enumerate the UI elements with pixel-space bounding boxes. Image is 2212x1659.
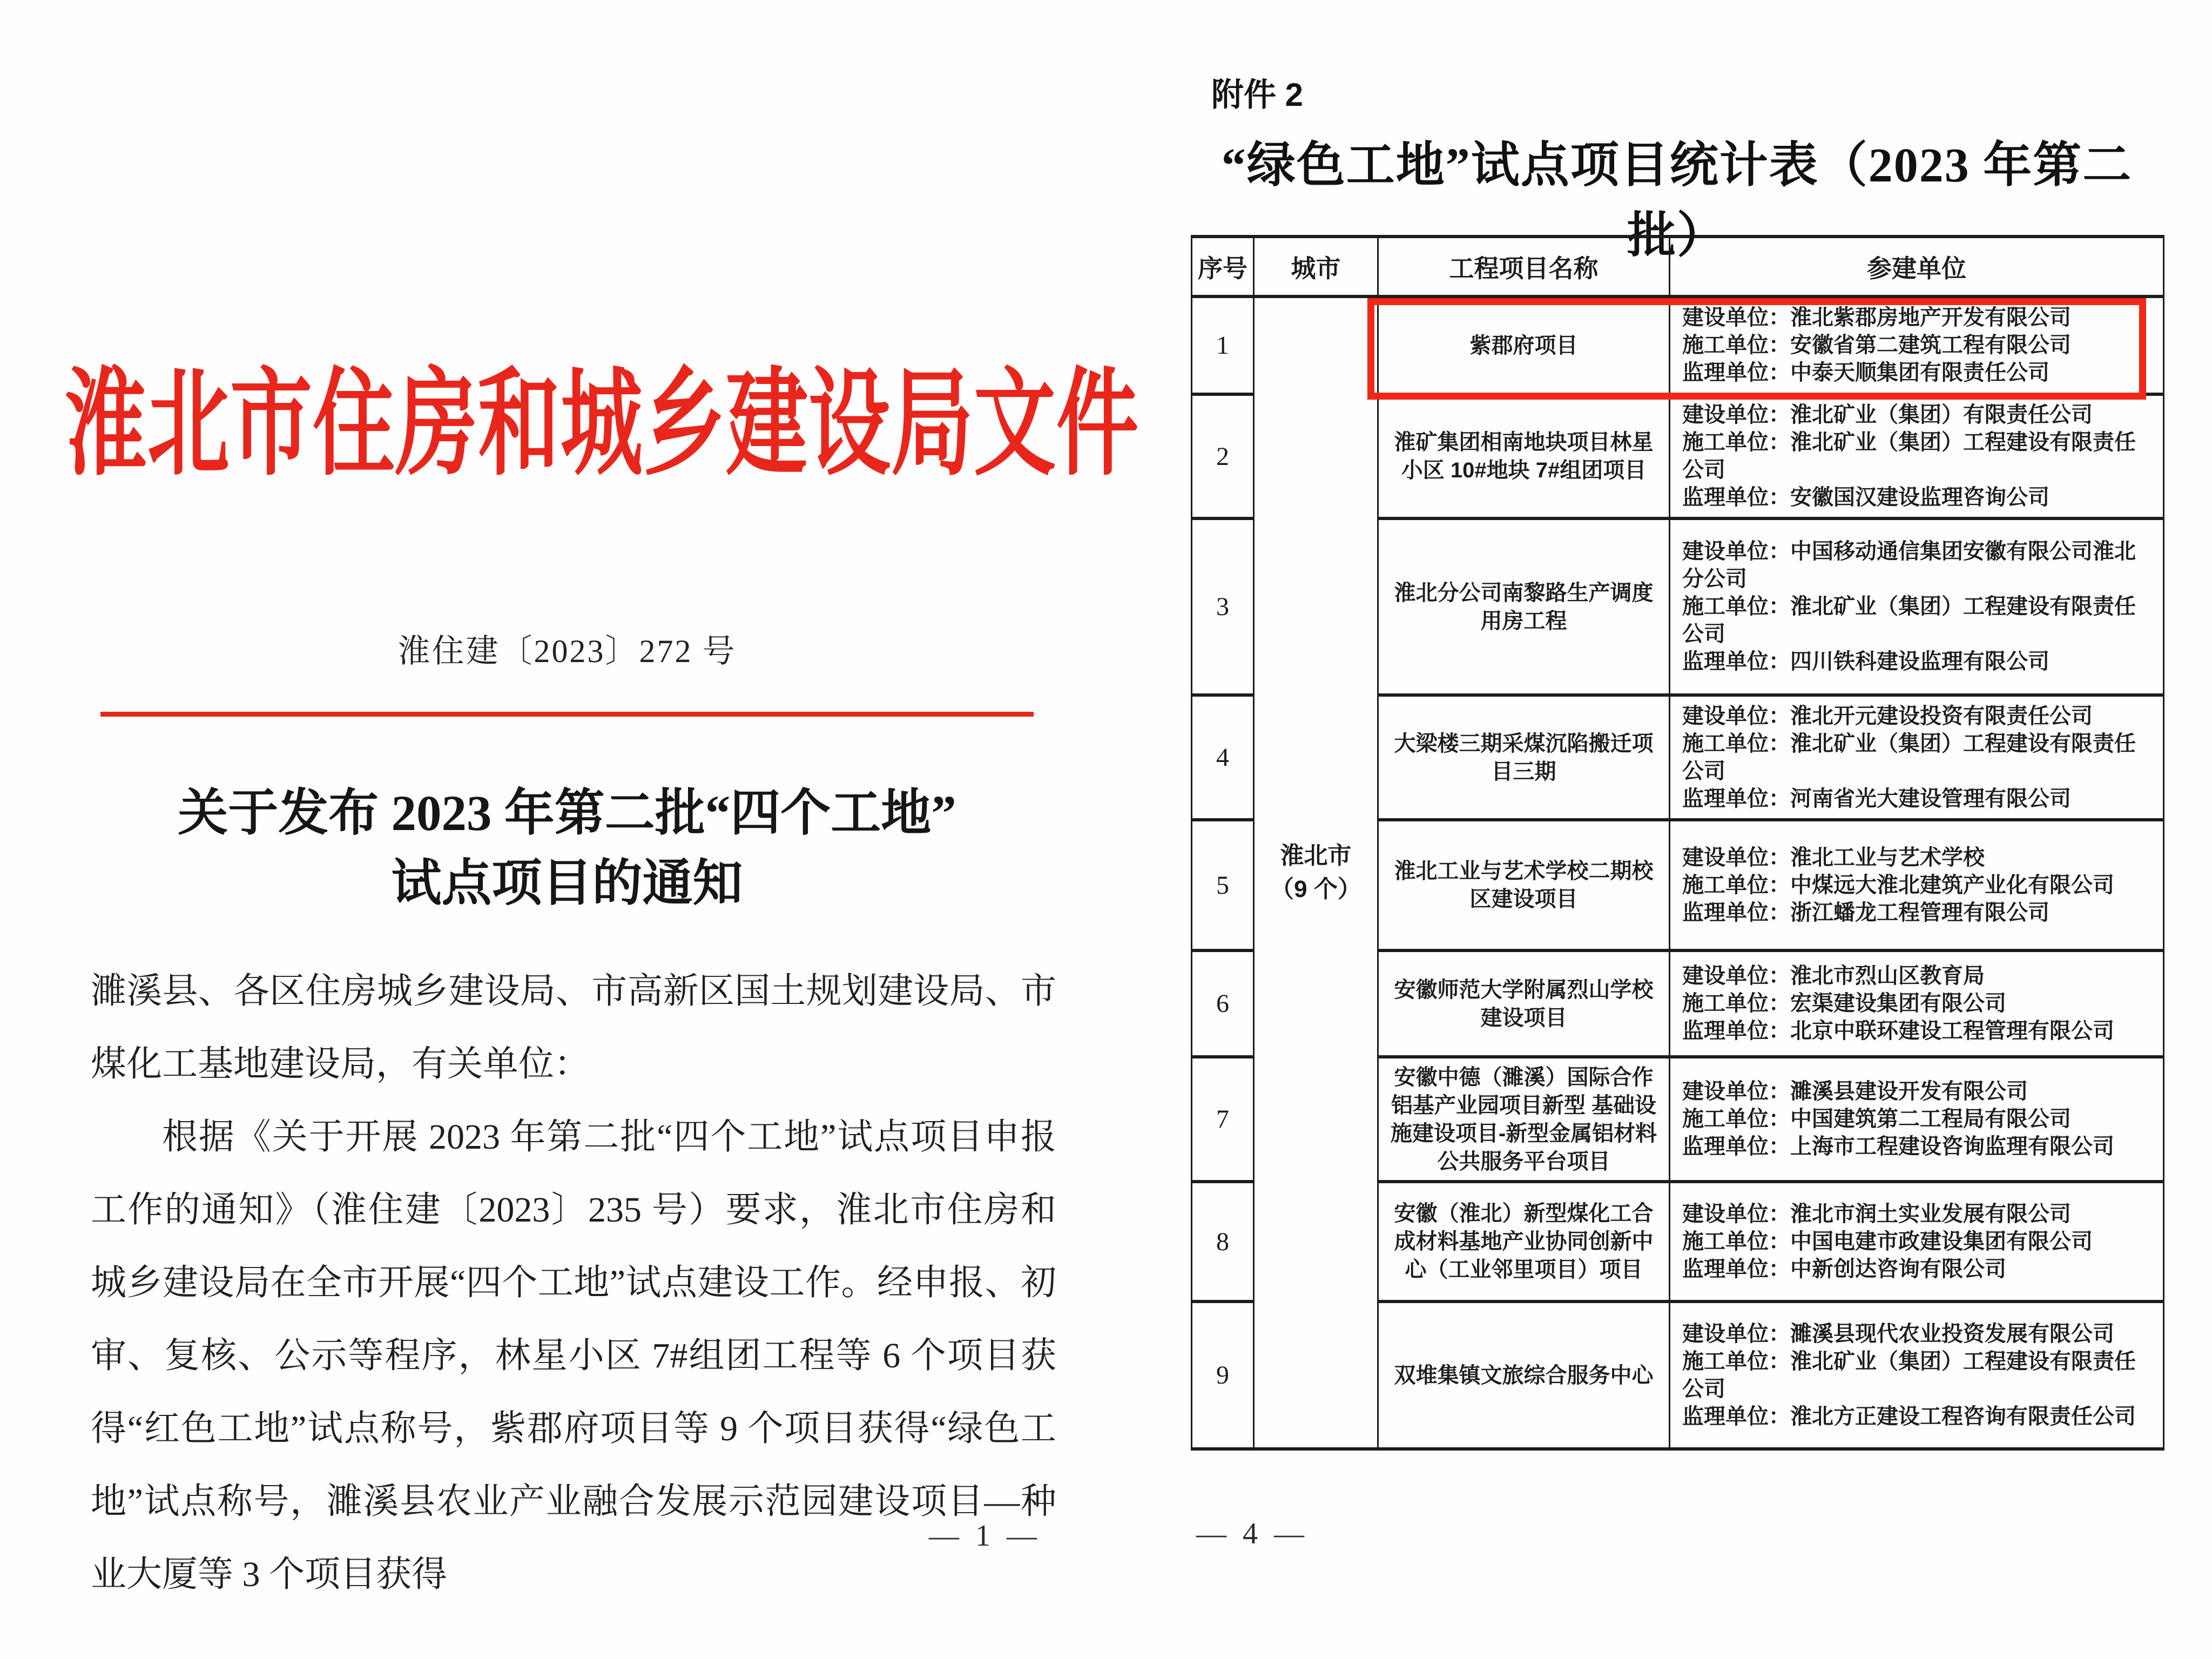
row-number: 6 (1192, 950, 1254, 1057)
city-name: 淮北市 (1280, 842, 1352, 869)
row-number: 4 (1192, 695, 1254, 820)
unit-line: 建设单位：濉溪县现代农业投资发展有限公司 (1682, 1321, 2114, 1346)
unit-line: 施工单位：淮北矿业（集团）工程建设有限责任公司 (1682, 1349, 2136, 1401)
doc-number: 淮住建〔2023〕272 号 (397, 633, 737, 669)
project-name: 淮北分公司南黎路生产调度用房工程 (1378, 518, 1670, 695)
unit-line: 施工单位：安徽省第二建筑工程有限公司 (1682, 333, 2071, 357)
project-name: 安徽（淮北）新型煤化工合成材料基地产业协同创新中心（工业邻里项目）项目 (1378, 1182, 1670, 1301)
unit-line: 施工单位：淮北矿业（集团）工程建设有限责任公司 (1682, 731, 2136, 783)
row-number: 1 (1192, 296, 1254, 394)
city-cell (1254, 296, 1378, 1449)
participating-units (1670, 1301, 2164, 1449)
unit-line: 监理单位：上海市工程建设咨询监理有限公司 (1682, 1135, 2114, 1158)
unit-line: 建设单位：淮北开元建设投资有限责任公司 (1682, 704, 2093, 728)
page-number-right: — 4 — (1196, 1517, 1309, 1550)
participating-units (1670, 950, 2164, 1057)
project-name: 淮矿集团相南地块项目林星小区 10#地块 7#组团项目 (1378, 394, 1670, 518)
participating-units (1670, 1057, 2164, 1182)
unit-line: 施工单位：宏渠建设集团有限公司 (1682, 992, 2006, 1015)
project-name: 双堆集镇文旅综合服务中心 (1378, 1301, 1670, 1449)
participating-units (1670, 1182, 2164, 1301)
unit-line: 监理单位：安徽国汉建设监理咨询公司 (1682, 485, 2049, 509)
notice-title-line1: 关于发布 2023 年第二批“四个工地” (178, 786, 956, 841)
agency-header: 淮北市住房和城乡建设局文件 (65, 360, 1139, 489)
unit-line: 监理单位：中新创达咨询有限公司 (1682, 1257, 2006, 1281)
unit-line: 施工单位：淮北矿业（集团）工程建设有限责任公司 (1682, 430, 2136, 482)
notice-body (91, 955, 1056, 1611)
project-name: 淮北工业与艺术学校二期校区建设项目 (1378, 820, 1670, 950)
body-paragraph-main: 根据《关于开展 2023 年第二批“四个工地”试点项目申报工作的通知》（淮住建〔2023〕235 号）要求，淮北市住房和城乡建设局在全市开展“四个工地”试点建设工作。经申报、初审、复核、公示等程序，林星小区 7#组团工程等 6 个项目获得“红色工地”试点称号，紫郡府项目等 9 个项目获得“绿色工地”试点称号，濉溪县农业产业融合发展示范园建设项目—种业大厦等 3 个项目获得 (91, 1117, 1056, 1594)
col-header-units: 参建单位 (1670, 237, 2164, 296)
col-header-project: 工程项目名称 (1378, 237, 1670, 296)
projects-table (1191, 235, 2164, 1451)
highlight-box (1367, 298, 2146, 400)
table-title: “绿色工地”试点项目统计表（2023 年第二批） (1221, 139, 2133, 262)
project-name: 紫郡府项目 (1378, 296, 1670, 394)
table-header-row (1192, 237, 2164, 296)
notice-title (81, 779, 1053, 919)
unit-line: 建设单位：淮北市烈山区教育局 (1682, 964, 1985, 988)
unit-line: 建设单位：淮北工业与艺术学校 (1682, 845, 1985, 869)
unit-line: 监理单位：浙江蟠龙工程管理有限公司 (1682, 900, 2049, 925)
col-header-no: 序号 (1192, 237, 1254, 296)
attachment-label: 附件 2 (1211, 77, 1304, 113)
unit-line: 监理单位：中泰天顺集团有限责任公司 (1682, 361, 2049, 385)
red-divider (100, 712, 1034, 717)
page-number-left: — 1 — (929, 1519, 1041, 1553)
body-paragraph-salutation: 濉溪县、各区住房城乡建设局、市高新区国土规划建设局、市煤化工基地建设局，有关单位： (91, 972, 1056, 1084)
unit-line: 监理单位：淮北方正建设工程咨询有限责任公司 (1682, 1404, 2136, 1428)
unit-line: 建设单位：濉溪县建设开发有限公司 (1682, 1080, 2028, 1103)
unit-line: 建设单位：淮北紫郡房地产开发有限公司 (1682, 306, 2071, 329)
unit-line: 建设单位：中国移动通信集团安徽有限公司淮北分公司 (1682, 539, 2136, 591)
project-name: 安徽师范大学附属烈山学校建设项目 (1378, 950, 1670, 1057)
col-header-city: 城市 (1254, 237, 1378, 296)
unit-line: 监理单位：河南省光大建设管理有限公司 (1682, 786, 2071, 811)
project-name: 安徽中德（濉溪）国际合作铝基产业园项目新型 基础设施建设项目-新型金属铝材料公共服务平台项目 (1378, 1057, 1670, 1182)
city-count: （9 个） (1270, 876, 1361, 902)
participating-units (1670, 394, 2164, 518)
participating-units (1670, 695, 2164, 820)
row-number: 2 (1192, 394, 1254, 518)
unit-line: 监理单位：北京中联环建设工程管理有限公司 (1682, 1019, 2114, 1043)
unit-line: 施工单位：中国建筑第二工程局有限公司 (1682, 1107, 2071, 1131)
participating-units (1670, 518, 2164, 695)
unit-line: 建设单位：淮北矿业（集团）有限责任公司 (1682, 403, 2093, 427)
unit-line: 施工单位：淮北矿业（集团）工程建设有限责任公司 (1682, 595, 2136, 646)
participating-units (1670, 820, 2164, 950)
unit-line: 监理单位：四川铁科建设监理有限公司 (1682, 650, 2049, 673)
unit-line: 施工单位：中国电建市政建设集团有限公司 (1682, 1229, 2093, 1253)
unit-line: 施工单位：中煤远大淮北建筑产业化有限公司 (1682, 873, 2114, 897)
row-number: 7 (1192, 1057, 1254, 1182)
row-number: 8 (1192, 1182, 1254, 1301)
row-number: 5 (1192, 820, 1254, 950)
project-name: 大梁楼三期采煤沉陷搬迁项目三期 (1378, 695, 1670, 820)
row-number: 3 (1192, 518, 1254, 695)
row-number: 9 (1192, 1301, 1254, 1449)
notice-title-line2: 试点项目的通知 (391, 856, 743, 912)
unit-line: 建设单位：淮北市润土实业发展有限公司 (1682, 1202, 2071, 1226)
